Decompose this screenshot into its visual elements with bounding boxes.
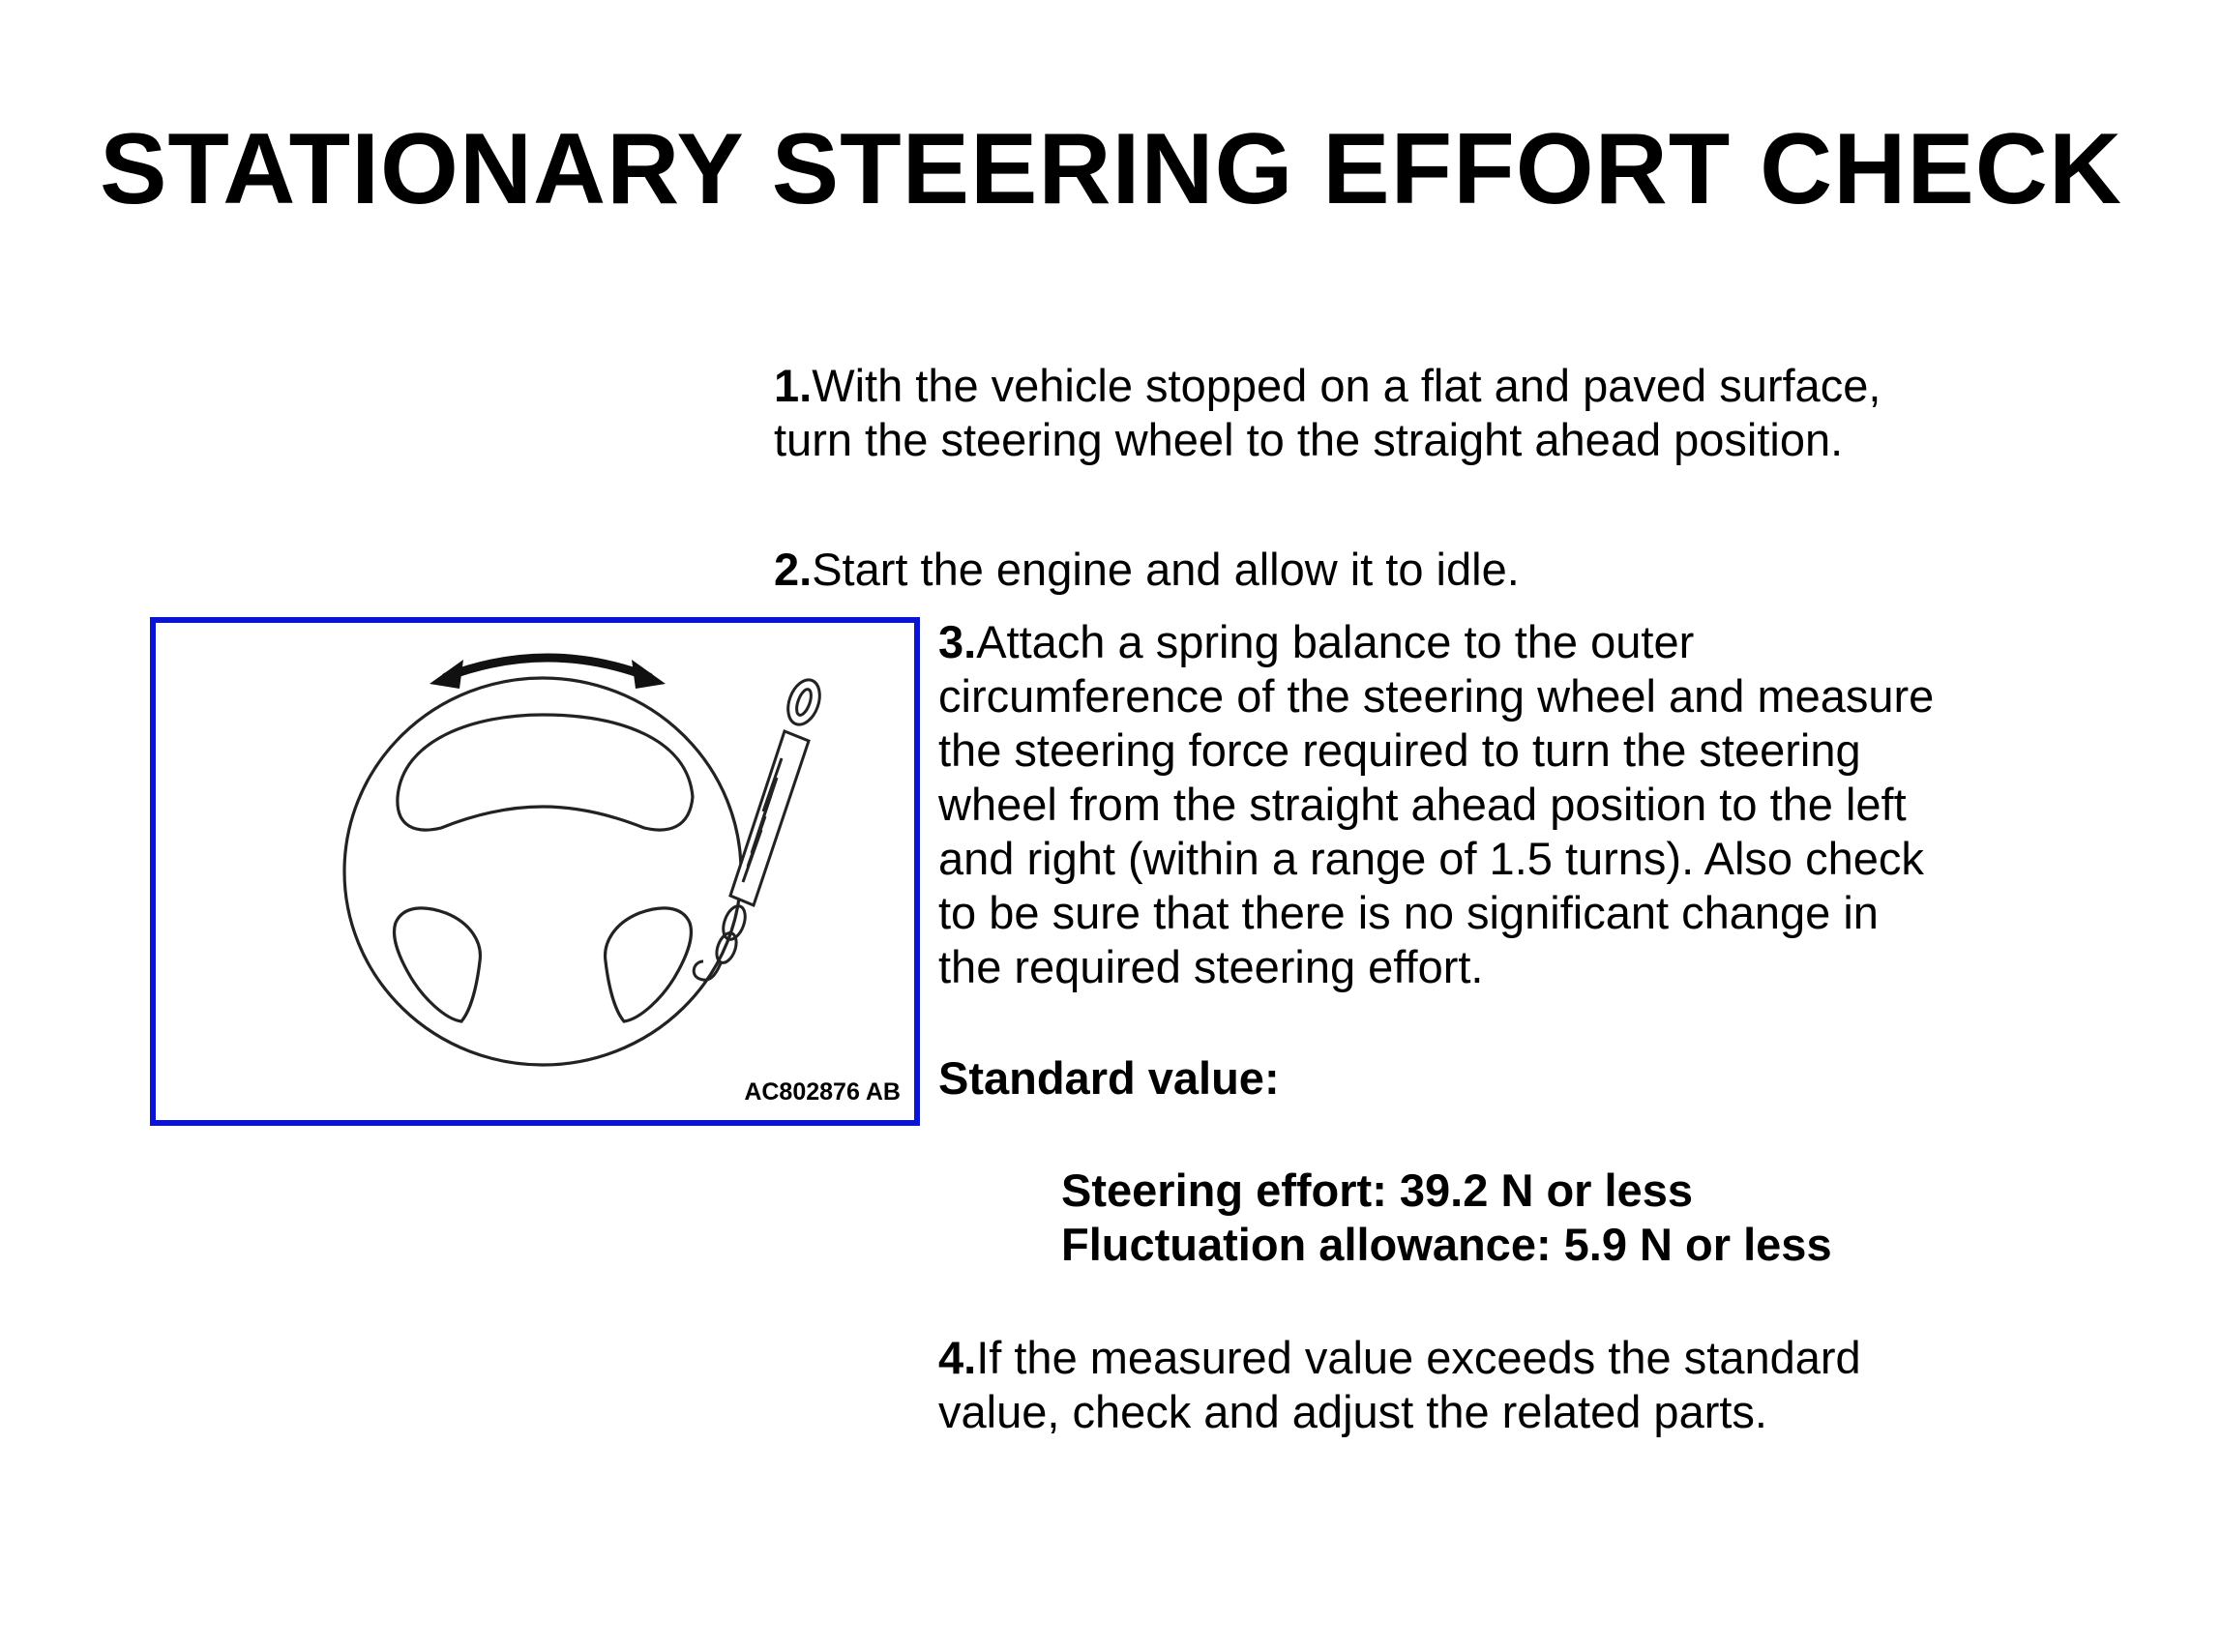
step-text: With the vehicle stopped on a flat and paved surface, turn the steering wheel to the straight ahead position.	[774, 360, 1881, 465]
step-number: 3.	[938, 616, 977, 667]
step-3	[938, 615, 1954, 994]
steering-effort-spec: Steering effort: 39.2 N or less	[1061, 1165, 1693, 1216]
step-text: If the measured value exceeds the standard value, check and adjust the related parts.	[938, 1332, 1861, 1437]
fluctuation-allowance-spec: Fluctuation allowance: 5.9 N or less	[1061, 1219, 1832, 1270]
step-number: 2.	[774, 544, 813, 595]
step-1	[774, 359, 1954, 467]
spring-balance-icon	[694, 675, 825, 980]
double-arrow-icon	[430, 658, 666, 689]
steering-wheel-icon	[344, 678, 741, 1065]
steering-wheel-illustration	[156, 623, 914, 1120]
steering-figure	[150, 617, 920, 1126]
step-number: 1.	[774, 360, 813, 411]
figure-code: AC802876 AB	[744, 1078, 901, 1106]
step-number: 4.	[938, 1332, 977, 1383]
step-4	[938, 1331, 1954, 1439]
page-title: STATIONARY STEERING EFFORT CHECK	[100, 113, 2122, 225]
standard-value-label: Standard value:	[938, 1052, 1280, 1104]
step-text: Attach a spring balance to the outer circumference of the steering wheel and measure the steering force required to turn the steering wheel from the straight ahead position to the left and right (within a range of 1.5 turns). Also check to be sure that there is no significant change in the required steering effort.	[938, 616, 1935, 992]
step-text: Start the engine and allow it to idle.	[812, 544, 1520, 595]
step-2	[774, 543, 1954, 597]
